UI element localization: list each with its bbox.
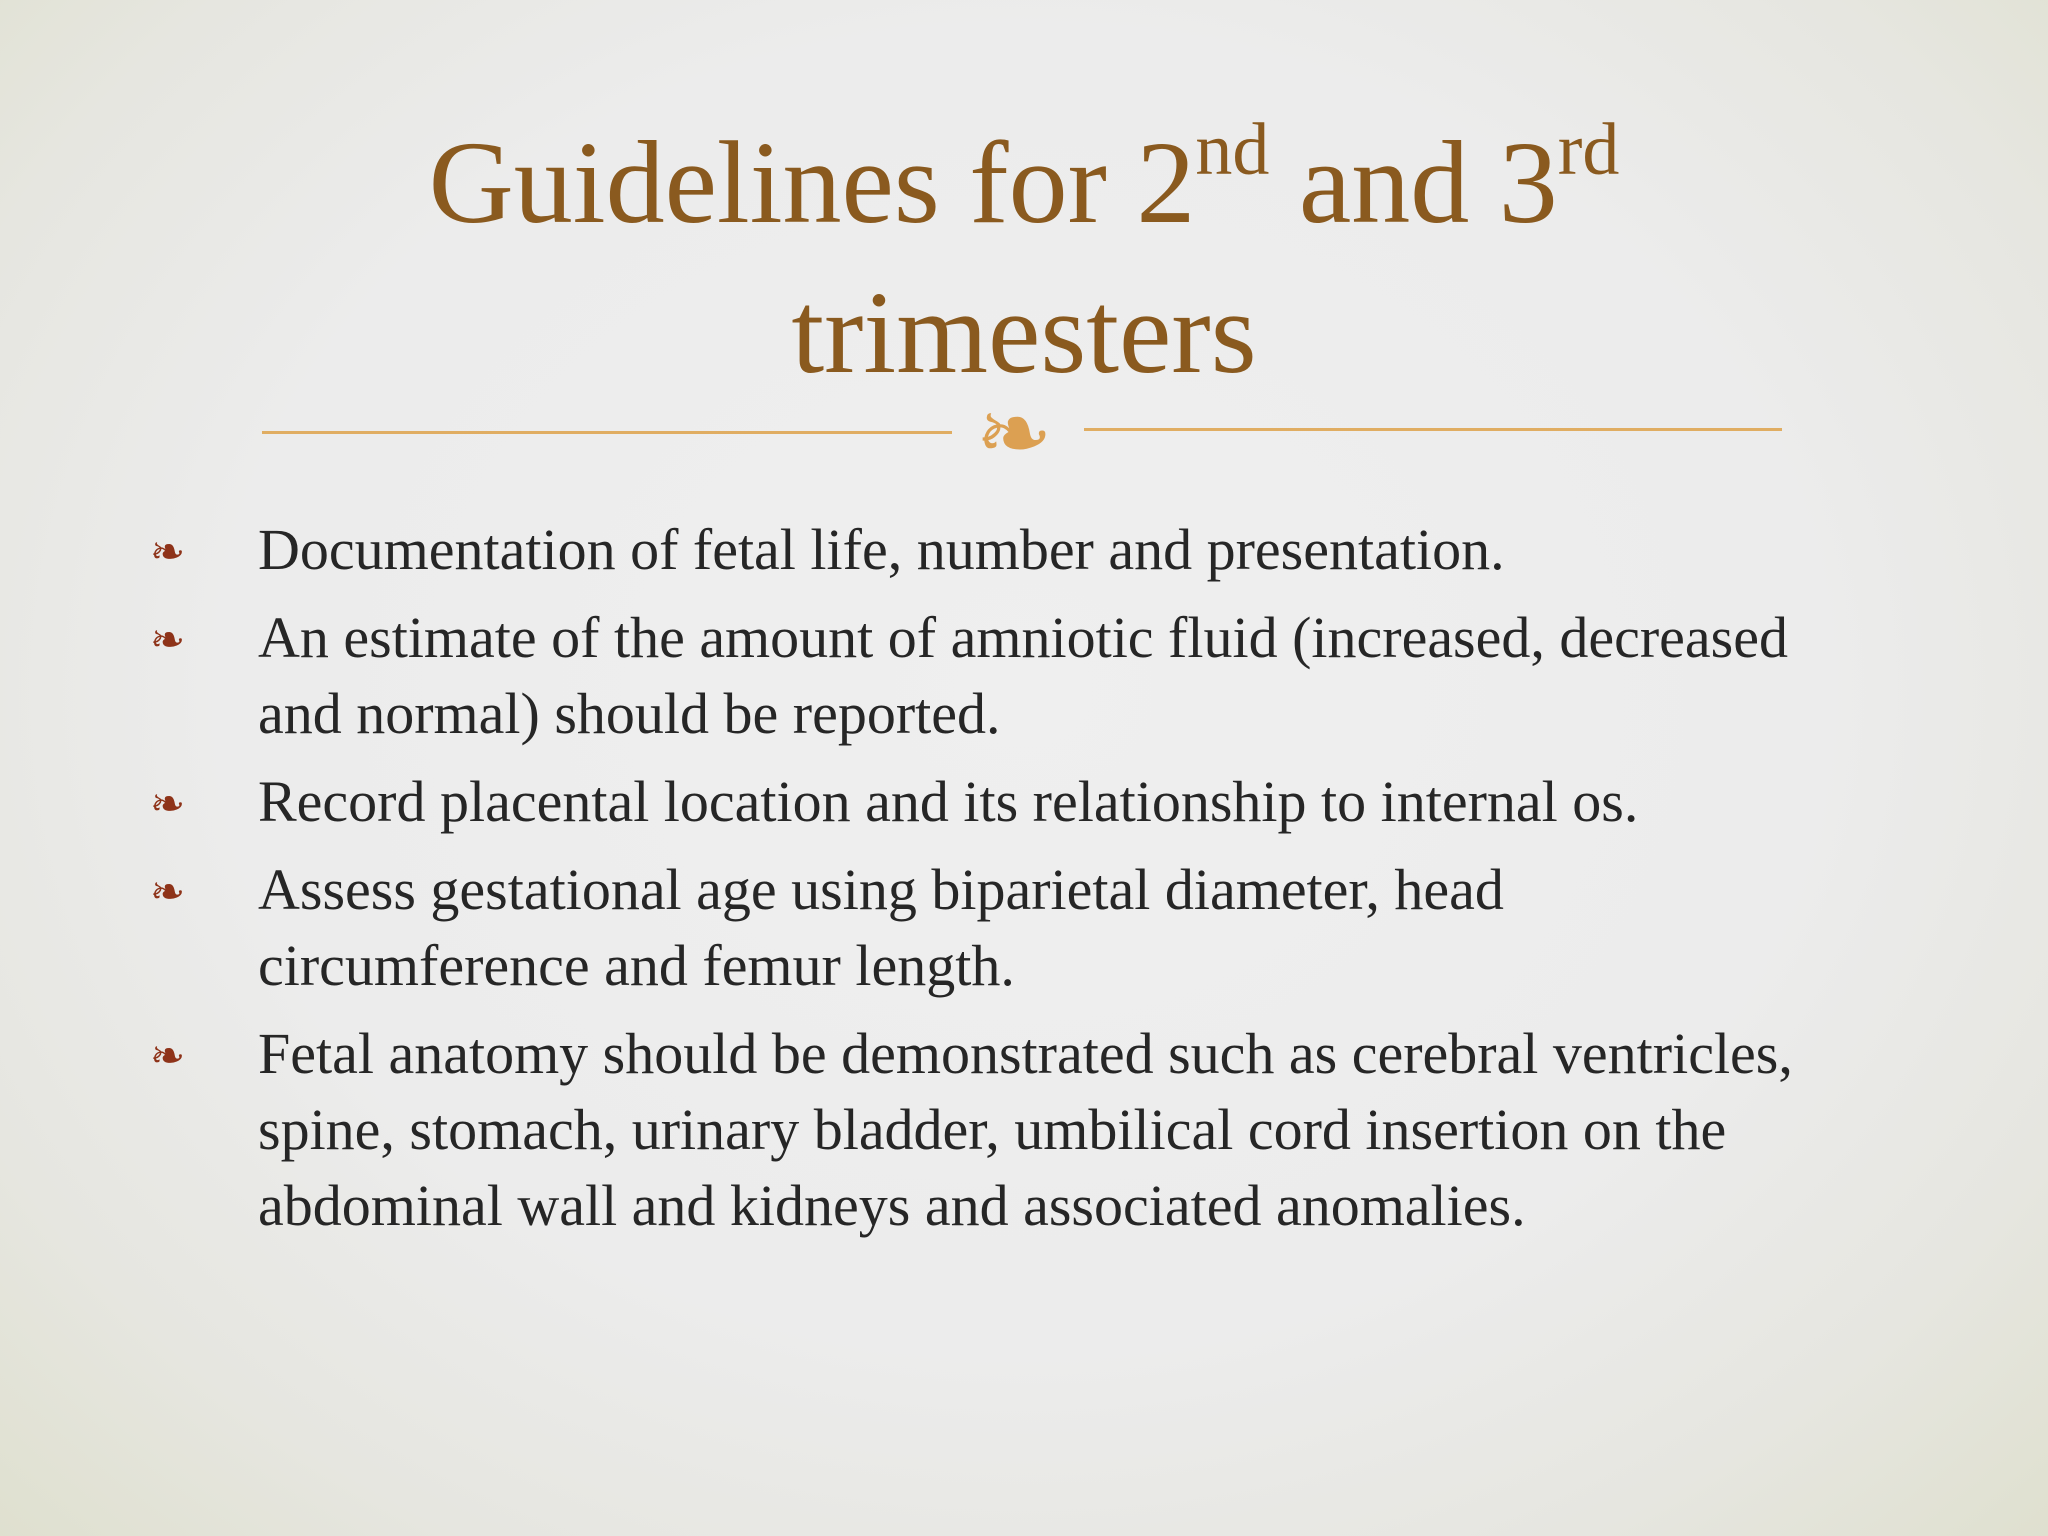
bullet-text: An estimate of the amount of amniotic fluid (increased, decreased and normal) should be reported. (258, 605, 1788, 746)
bullet-text: Assess gestational age using biparietal diameter, head circumference and femur length. (258, 857, 1504, 998)
bullet-text: Documentation of fetal life, number and presentation. (258, 517, 1505, 582)
bullet-item-placental-location (150, 764, 1800, 840)
title-part-3: trimesters (791, 267, 1257, 398)
title-superscript-nd: nd (1195, 108, 1270, 191)
bullet-item-fetal-life (150, 512, 1800, 588)
title-part-2: and 3 (1269, 117, 1558, 248)
fleuron-ornament-icon: ❧ (975, 380, 1053, 487)
bullet-item-fetal-anatomy (150, 1016, 1800, 1244)
divider-line-left (262, 431, 952, 434)
bullet-text: Record placental location and its relationship to internal os. (258, 769, 1639, 834)
bullet-item-gestational-age (150, 852, 1800, 1004)
title-part-1: Guidelines for 2 (428, 117, 1196, 248)
fleuron-bullet-icon: ❧ (150, 779, 186, 828)
fleuron-bullet-icon: ❧ (150, 615, 186, 664)
fleuron-bullet-icon: ❧ (150, 867, 186, 916)
fleuron-bullet-icon: ❧ (150, 1031, 186, 1080)
bullet-list (150, 512, 1800, 1256)
title-divider (262, 380, 1782, 487)
divider-line-right (1084, 428, 1782, 431)
bullet-text: Fetal anatomy should be demonstrated such as cerebral ventricles, spine, stomach, urinary bladder, umbilical cord insertion on the abdominal wall and kidneys and associated anomalies. (258, 1021, 1793, 1238)
fleuron-bullet-icon: ❧ (150, 527, 186, 576)
slide-title (0, 108, 2048, 408)
bullet-item-amniotic-fluid (150, 600, 1800, 752)
title-superscript-rd: rd (1557, 108, 1620, 191)
